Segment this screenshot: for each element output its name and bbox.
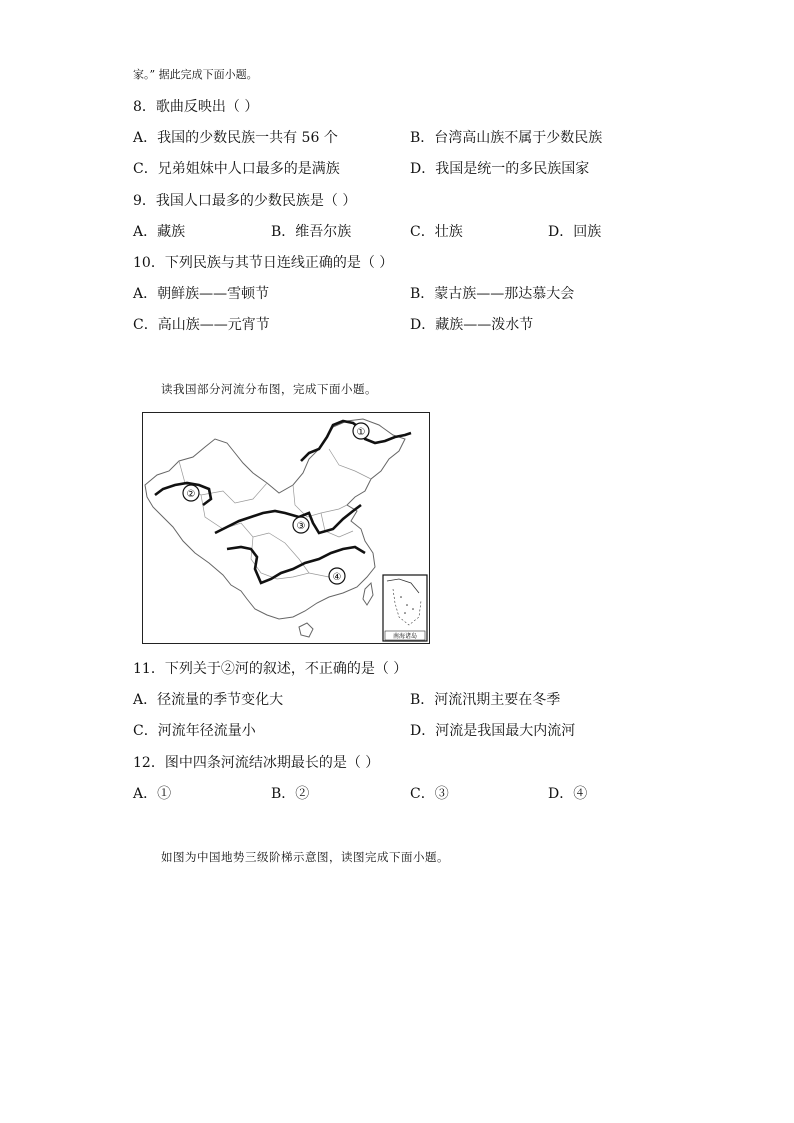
china-outline-map bbox=[143, 413, 431, 645]
question-8-stem: 8．歌曲反映出（ ） bbox=[133, 99, 259, 115]
svg-text:②: ② bbox=[186, 489, 196, 500]
question-10-stem: 10．下列民族与其节日连线正确的是（ ） bbox=[133, 255, 394, 271]
svg-text:①: ① bbox=[356, 427, 366, 438]
label-1 bbox=[353, 423, 369, 439]
question-11-option-c: C．河流年径流量小 bbox=[133, 723, 256, 739]
svg-text:③: ③ bbox=[296, 521, 306, 532]
question-9-option-c: C．壮族 bbox=[410, 224, 463, 240]
question-9-stem: 9．我国人口最多的少数民族是（ ） bbox=[133, 193, 357, 209]
question-8-option-a: A．我国的少数民族一共有 56 个 bbox=[133, 130, 338, 146]
question-10-option-c: C．高山族——元宵节 bbox=[133, 317, 270, 333]
question-12-option-a: A．① bbox=[133, 786, 172, 802]
question-12-stem: 12．图中四条河流结冰期最长的是（ ） bbox=[133, 755, 380, 771]
question-12-option-d: D．④ bbox=[548, 786, 588, 802]
question-10-option-b: B．蒙古族——那达慕大会 bbox=[410, 286, 575, 302]
terrain-intro: 如图为中国地势三级阶梯示意图，读图完成下面小题。 bbox=[161, 850, 449, 864]
south-china-sea-inset bbox=[383, 575, 427, 641]
label-2 bbox=[183, 485, 199, 501]
river-map bbox=[142, 412, 430, 644]
china-border bbox=[145, 419, 405, 619]
taiwan-island bbox=[363, 583, 373, 605]
question-12-option-c: C．③ bbox=[410, 786, 449, 802]
question-11-option-d: D．河流是我国最大内流河 bbox=[410, 723, 576, 739]
svg-text:④: ④ bbox=[332, 572, 342, 583]
question-9-option-b: B．维吾尔族 bbox=[271, 224, 352, 240]
question-11-option-a: A．径流量的季节变化大 bbox=[133, 692, 284, 708]
question-11-option-b: B．河流汛期主要在冬季 bbox=[410, 692, 561, 708]
label-4 bbox=[329, 568, 345, 584]
question-9-option-a: A．藏族 bbox=[133, 224, 186, 240]
question-11-stem: 11．下列关于②河的叙述，不正确的是（ ） bbox=[133, 661, 408, 677]
question-8-option-b: B．台湾高山族不属于少数民族 bbox=[410, 130, 603, 146]
question-9-option-d: D．回族 bbox=[548, 224, 602, 240]
top-fragment: 家。” 据此完成下面小题。 bbox=[133, 68, 258, 81]
question-10-option-a: A．朝鲜族——雪顿节 bbox=[133, 286, 270, 302]
label-3 bbox=[293, 517, 309, 533]
question-8-option-c: C．兄弟姐妹中人口最多的是满族 bbox=[133, 161, 340, 177]
question-12-option-b: B．② bbox=[271, 786, 310, 802]
question-8-option-d: D．我国是统一的多民族国家 bbox=[410, 161, 590, 177]
svg-text:南海诸岛: 南海诸岛 bbox=[392, 633, 418, 640]
hainan-island bbox=[299, 623, 313, 637]
question-10-option-d: D．藏族——泼水节 bbox=[410, 317, 534, 333]
map-intro: 读我国部分河流分布图，完成下面小题。 bbox=[161, 382, 377, 396]
